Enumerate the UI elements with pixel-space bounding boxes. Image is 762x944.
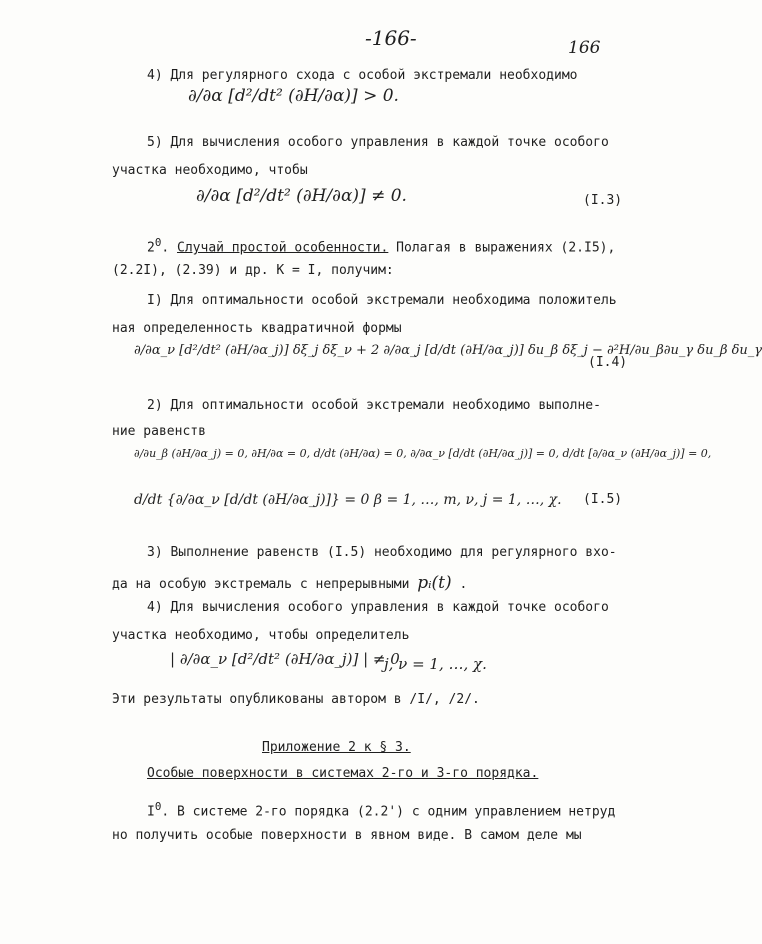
condition-1-text-1: I) Для оптимальности особой экстремали необходима положитель xyxy=(147,293,617,308)
condition-4-text-2: участка необходимо, чтобы определитель xyxy=(112,628,410,643)
section-2-heading: $2^0$. Случай простой особенности. Полагая в выражениях (2.I5), xyxy=(147,236,616,256)
page-number-handwritten: 166 xyxy=(568,38,601,58)
equation-number-I5: (I.5) xyxy=(583,492,623,507)
condition-4-text-1: 4) Для вычисления особого управления в каждой точке особого xyxy=(147,600,609,615)
equation-I5-line1: ∂/∂u_β (∂H/∂α_j) = 0, ∂H/∂α = 0, d/dt (∂H/∂α) = 0, ∂/∂α_ν [d/dt (∂H/∂α_j)] = 0, d/dt [∂/∂α_ν (∂H/∂α_j)] = 0, xyxy=(134,447,712,460)
appendix-title: Приложение 2 к § 3. xyxy=(262,740,411,755)
condition-3-math: pᵢ(t) xyxy=(417,573,452,593)
determinant-index-range: j, ν = 1, …, χ. xyxy=(384,655,487,673)
equation-I5-line2: d/dt {∂/∂α_ν [d/dt (∂H/∂α_j)]} = 0 β = 1, …, m, ν, j = 1, …, χ. xyxy=(134,492,562,508)
section-2-line1-rest: Полагая в выражениях (2.I5), xyxy=(396,240,616,256)
condition-3-text-1: 3) Выполнение равенств (I.5) необходимо для регулярного вхо- xyxy=(147,545,617,560)
condition-3-text-2-main: да на особую экстремаль с непрерывными xyxy=(112,577,410,592)
section-2-line2: (2.2I), (2.39) и др. K = I, получим: xyxy=(112,263,394,278)
item-5-text-1: 5) Для вычисления особого управления в каждой точке особого xyxy=(147,135,609,150)
section-2-title: Случай простой особенности. xyxy=(177,240,389,256)
condition-1-text-2: ная определенность квадратичной формы xyxy=(112,321,402,336)
appendix-subtitle: Особые поверхности в системах 2-го и 3-го порядка. xyxy=(147,766,539,781)
section-2-number: 2 xyxy=(147,240,155,256)
equation-I3: ∂/∂α [d²/dt² (∂H/∂α)] ≠ 0. xyxy=(196,186,407,206)
equation-number-I3: (I.3) xyxy=(583,193,623,208)
condition-3-text-2 xyxy=(112,573,467,593)
equation-determinant: | ∂/∂α_ν [d²/dt² (∂H/∂α_j)] | ≠ 0 xyxy=(170,650,400,668)
condition-2-text-1: 2) Для оптимальности особой экстремали необходимо выполне- xyxy=(147,398,601,413)
appendix-line1-text: . В системе 2-го порядка (2.2') с одним управлением нетруд xyxy=(161,804,616,820)
item-5-text-2: участка необходимо, чтобы xyxy=(112,163,308,178)
equation-regular-exit: ∂/∂α [d²/dt² (∂H/∂α)] > 0. xyxy=(188,86,399,106)
appendix-point-number: I xyxy=(147,804,155,820)
condition-3-period: . xyxy=(459,577,468,592)
page-number-typed: -166- xyxy=(365,26,417,50)
appendix-paragraph-line2: но получить особые поверхности в явном виде. В самом деле мы xyxy=(112,828,582,843)
item-4-text: 4) Для регулярного схода с особой экстремали необходимо xyxy=(147,68,578,83)
results-note: Эти результаты опубликованы автором в /I/, /2/. xyxy=(112,692,480,707)
equation-number-I4: (I.4) xyxy=(588,355,628,370)
condition-2-text-2: ние равенств xyxy=(112,424,206,439)
appendix-paragraph-line1: $I^0$. В системе 2-го порядка (2.2') с одним управлением нетруд xyxy=(147,800,616,820)
equation-I4: ∂/∂α_ν [d²/dt² (∂H/∂α_j)] δξ_j δξ_ν + 2 ∂/∂α_j [d/dt (∂H/∂α_j)] δu_β δξ_j − ∂²H/∂u_β∂u_γ δu_β δu_γ xyxy=(134,343,762,358)
